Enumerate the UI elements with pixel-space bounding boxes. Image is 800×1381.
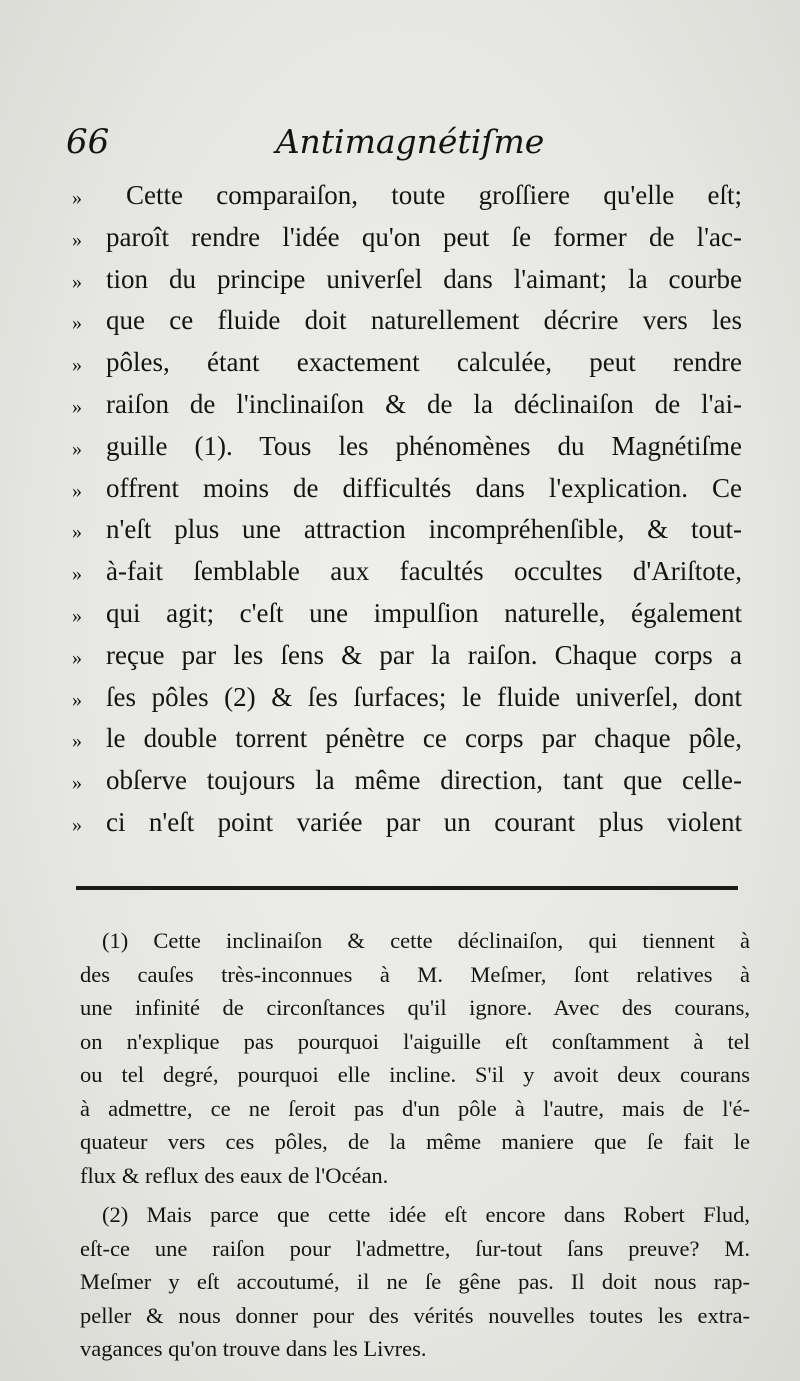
text-line bbox=[72, 682, 742, 724]
footnote-1-line: on n'explique pas pourquoi l'aiguille eſt conſtamment à tel bbox=[80, 1028, 750, 1054]
text-line bbox=[72, 514, 742, 556]
footnote-1-line: quateur vers ces pôles, de la même maniere que ſe fait le bbox=[80, 1129, 750, 1154]
quote-mark: » bbox=[72, 354, 82, 377]
line-text: le double torrent pénètre ce corps par chaque pôle, bbox=[106, 723, 742, 754]
line-text: tion du principe univerſel dans l'aimant; la courbe bbox=[106, 263, 742, 294]
footnote-2-line: Meſmer y eſt accoutumé, il ne ſe gêne pas. Il doit nous rap- bbox=[80, 1269, 750, 1294]
footnote-1-line: (1) Cette inclinaiſon & cette déclinaiſon, qui tiennent à bbox=[102, 928, 750, 953]
quote-mark: » bbox=[72, 187, 82, 209]
footnote-1-line: flux & reflux des eaux de l'Océan. bbox=[80, 1162, 389, 1188]
line-text: raiſon de l'inclinaiſon & de la déclinaiſon de l'ai- bbox=[106, 388, 742, 419]
line-text: à-fait ſemblable aux facultés occultes d'Ariſtote, bbox=[106, 556, 742, 587]
footnote-2-line: (2) Mais parce que cette idée eſt encore dans Robert Flud, bbox=[102, 1202, 750, 1227]
text-line bbox=[72, 556, 742, 598]
line-text: offrent moins de difficultés dans l'explication. Ce bbox=[106, 472, 742, 503]
text-line bbox=[72, 347, 742, 389]
quote-mark: » bbox=[72, 730, 82, 753]
text-line bbox=[72, 180, 742, 222]
text-line bbox=[72, 431, 742, 473]
quote-mark: » bbox=[72, 479, 82, 502]
text-line bbox=[72, 305, 742, 347]
footnote-1-line: à admettre, ce ne ſeroit pas d'un pôle à l'autre, mais de l'é- bbox=[80, 1095, 750, 1121]
text-line bbox=[72, 598, 742, 640]
quote-mark: » bbox=[72, 563, 82, 586]
footnotes bbox=[80, 928, 750, 1370]
line-text: obſerve toujours la même direction, tant que celle- bbox=[106, 765, 742, 796]
footnote-1-line: ou tel degré, pourquoi elle incline. S'il y avoit deux courans bbox=[80, 1062, 750, 1087]
quote-mark: » bbox=[72, 646, 82, 669]
text-line bbox=[72, 222, 742, 264]
line-text: ci n'eſt point variée par un courant plus violent bbox=[106, 806, 742, 837]
footnote-2-line: eſt-ce une raiſon pour l'admettre, ſur-tout ſans preuve? M. bbox=[80, 1235, 750, 1261]
line-text: reçue par les ſens & par la raiſon. Chaque corps a bbox=[106, 639, 742, 670]
page-number: 66 bbox=[66, 122, 110, 162]
footnote-2-line: vagances qu'on trouve dans les Livres. bbox=[80, 1336, 427, 1361]
quote-mark: » bbox=[72, 772, 82, 795]
text-line bbox=[72, 473, 742, 515]
quote-mark: » bbox=[72, 312, 82, 335]
quote-mark: » bbox=[72, 688, 82, 711]
footnote-1-line: une infinité de circonſtances qu'il ignore. Avec des courans, bbox=[80, 995, 750, 1020]
text-line bbox=[72, 723, 742, 765]
line-text: n'eſt plus une attraction incompréhenſible, & tout- bbox=[106, 514, 742, 545]
text-line bbox=[72, 807, 742, 849]
line-text: paroît rendre l'idée qu'on peut ſe former de l'ac- bbox=[106, 221, 742, 252]
line-text: Cette comparaiſon, toute groſſiere qu'elle eſt; bbox=[126, 180, 742, 210]
line-text: que ce fluide doit naturellement décrire vers les bbox=[106, 305, 742, 336]
quote-mark: » bbox=[72, 813, 82, 836]
page-header bbox=[60, 122, 760, 172]
footnote-2-line: peller & nous donner pour des vérités nouvelles toutes les extra- bbox=[80, 1302, 750, 1328]
text-line bbox=[72, 264, 742, 306]
line-text: guille (1). Tous les phénomènes du Magnétiſme bbox=[106, 430, 742, 461]
quote-mark: » bbox=[72, 395, 82, 418]
text-line bbox=[72, 640, 742, 682]
main-text bbox=[72, 180, 742, 849]
quote-mark: » bbox=[72, 228, 82, 251]
line-text: ſes pôles (2) & ſes ſurfaces; le fluide univerſel, dont bbox=[106, 681, 742, 712]
running-title: Antimagnétiſme bbox=[275, 122, 545, 161]
quote-mark: » bbox=[72, 604, 82, 627]
text-line bbox=[72, 765, 742, 807]
text-line bbox=[72, 389, 742, 431]
line-text: pôles, étant exactement calculée, peut rendre bbox=[106, 347, 742, 378]
quote-mark: » bbox=[72, 437, 82, 460]
footnote-1-line: des cauſes très-inconnues à M. Meſmer, ſont relatives à bbox=[80, 961, 750, 987]
line-text: qui agit; c'eſt une impulſion naturelle, également bbox=[106, 597, 742, 628]
quote-mark: » bbox=[72, 270, 82, 293]
quote-mark: » bbox=[72, 521, 82, 544]
footnote-separator-rule bbox=[76, 886, 738, 890]
